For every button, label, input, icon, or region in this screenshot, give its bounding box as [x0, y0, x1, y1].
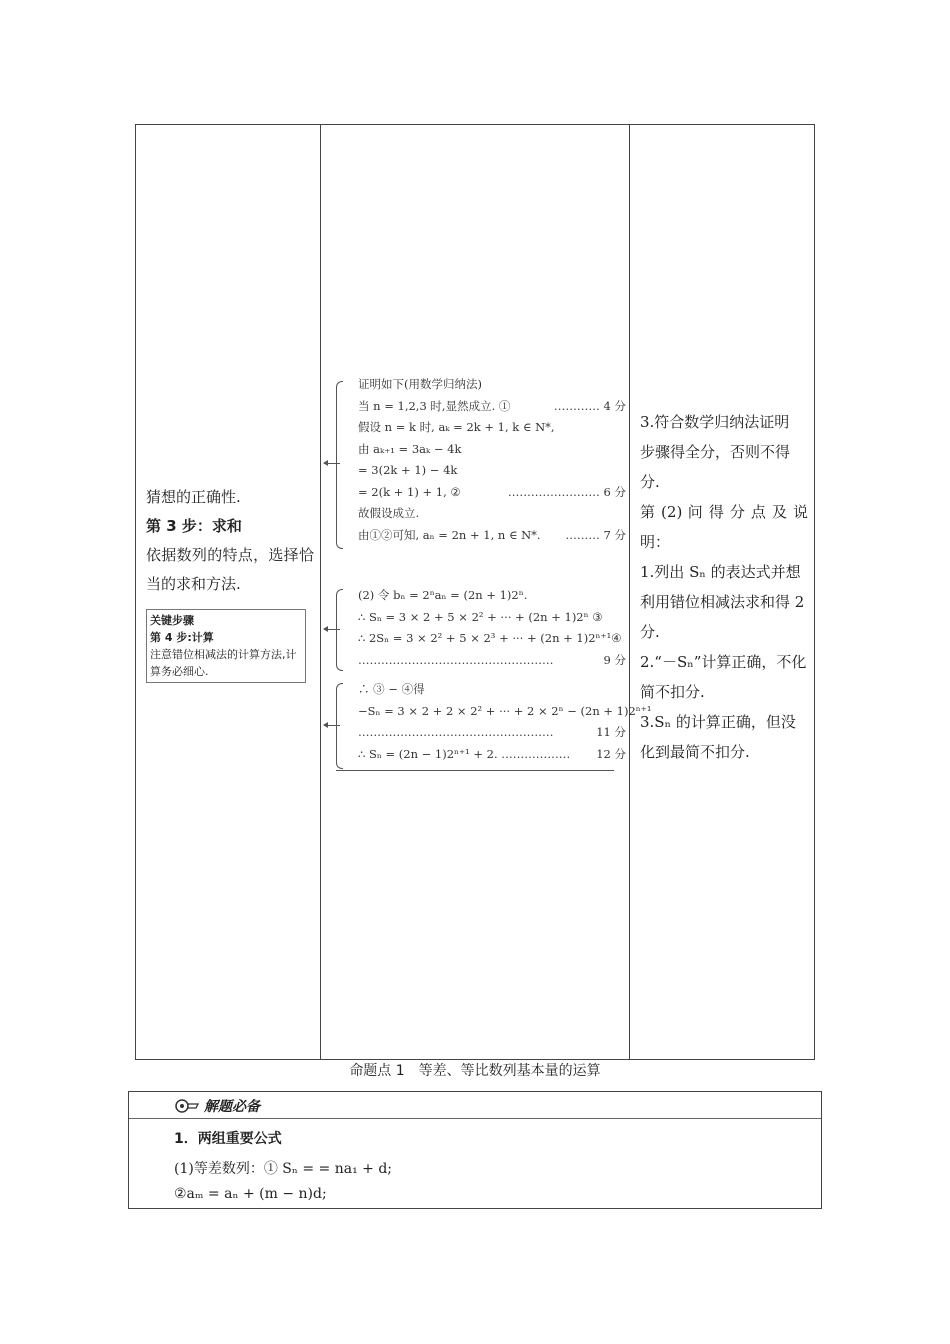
step3-title: 第 3 步：求和 [146, 517, 242, 535]
left-line: 猜想的正确性. [146, 488, 241, 506]
formula-line: ②aₘ = aₙ + (m − n)d; [174, 1186, 327, 1202]
key-step-text: 注意错位相减法的计算方法,计算务必细心. [150, 648, 297, 678]
sum-block [336, 585, 636, 671]
math-underline [336, 770, 614, 771]
gear-icon [174, 1098, 200, 1114]
key-step-label: 第 4 步:计算 [150, 631, 214, 644]
essentials-box [128, 1091, 822, 1209]
math-line: …………………………………………… 11 分 [358, 725, 626, 739]
essentials-header: 解题必备 [174, 1096, 260, 1116]
scoring-note: 明： [640, 533, 671, 551]
scoring-note: 2.“－Sₙ”计算正确，不化简不扣分. [640, 653, 807, 701]
math-line: ∴ Sₙ = 3 × 2 + 5 × 2² + ··· + (2n + 1)2ⁿ ③ [358, 609, 603, 624]
math-line: 由①②可知, aₙ = 2n + 1, n ∈ N*. ……… 7 分 [358, 527, 626, 542]
key-step-box [146, 609, 306, 683]
scoring-note: 第 (2) 问 得 分 点 及 说 [640, 503, 808, 521]
right-column [640, 407, 808, 767]
column-divider [320, 125, 321, 1059]
key-step-title: 关键步骤 [150, 614, 194, 627]
subtraction-block [336, 679, 652, 765]
scoring-note: 3.符合数学归纳法证明 [640, 413, 790, 431]
math-line: ∴ Sₙ = (2n − 1)2ⁿ⁺¹ + 2. ……………… 12 分 [358, 746, 626, 761]
math-line: ∴ 2Sₙ = 3 × 2² + 5 × 2³ + ··· + (2n + 1)2ⁿ⁺¹④ [358, 631, 622, 645]
math-line: −Sₙ = 3 × 2 + 2 × 2² + ··· + 2 × 2ⁿ − (2n + 1)2ⁿ⁺¹ [358, 703, 652, 718]
math-line: = 2(k + 1) + 1, ② …………………… 6 分 [358, 484, 626, 499]
proof-block [336, 374, 636, 546]
math-line: …………………………………………… 9 分 [358, 652, 626, 667]
scoring-note: 步骤得全分，否则不得分. [640, 443, 791, 491]
formula-title: 1．两组重要公式 [174, 1131, 282, 1147]
scoring-note: 1.列出 Sₙ 的表达式并想利用错位相减法求和得 2 分. [640, 563, 805, 641]
math-line: (2) 令 bₙ = 2ⁿaₙ = (2n + 1)2ⁿ. [358, 588, 528, 602]
formula-line: (1)等差数列：① Sₙ = = na₁ + d; [174, 1161, 393, 1177]
section-caption: 命题点 1 等差、等比数列基本量的运算 [349, 1063, 601, 1079]
math-line: 故假设成立. [358, 506, 420, 520]
math-line: 当 n = 1,2,3 时,显然成立. ① ………… 4 分 [358, 398, 626, 413]
divider [129, 1118, 821, 1119]
scoring-note: 3.Sₙ 的计算正确，但没化到最简不扣分. [640, 713, 796, 761]
math-line: 假设 n = k 时, aₖ = 2k + 1, k ∈ N*, [358, 420, 555, 434]
left-column [146, 483, 314, 683]
solution-table [135, 124, 815, 1060]
step3-text: 依据数列的特点，选择恰当的求和方法. [146, 546, 314, 593]
math-line: ∴ ③ − ④得 [358, 682, 425, 696]
math-line: 证明如下(用数学归纳法) [358, 377, 482, 391]
math-line: 由 aₖ₊₁ = 3aₖ − 4k [358, 441, 462, 456]
math-line: = 3(2k + 1) − 4k [358, 463, 458, 477]
